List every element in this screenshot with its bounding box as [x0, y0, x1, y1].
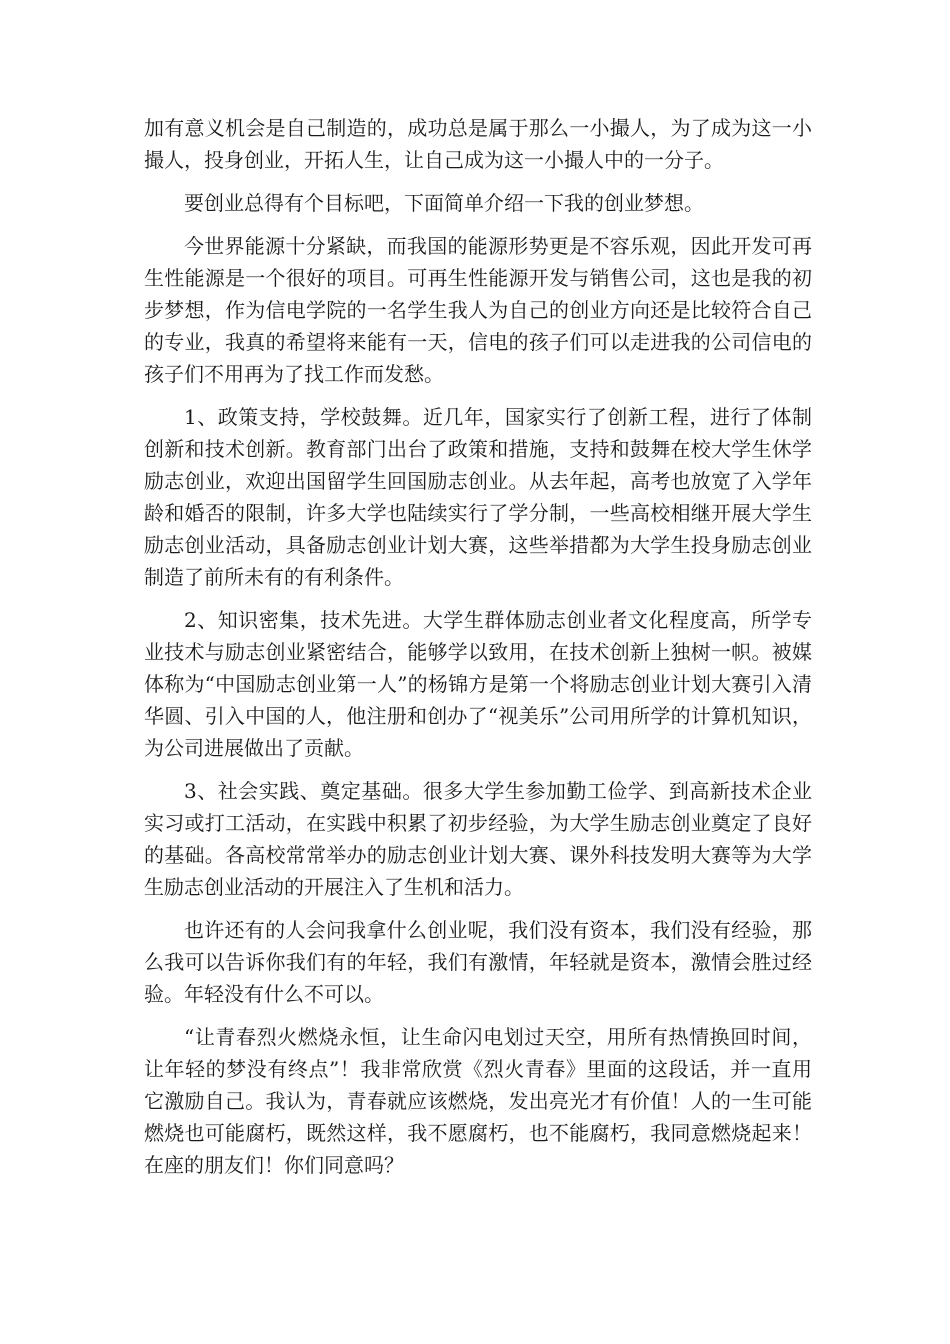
paragraph-point-2: 2、知识密集，技术先进。大学生群体励志创业者文化程度高，所学专业技术与励志创业紧密结合，能够学以致用，在技术创新上独树一帜。被媒体称为“中国励志创业第一人”的杨锦方是第一个将励志创业计划大赛引入清华圆、引入中国的人，他注册和创办了“视美乐”公司用所学的计算机知识，为公司进展做出了贡献。	[144, 608, 812, 760]
paragraph-youth-capital: 也许还有的人会问我拿什么创业呢，我们没有资本，我们没有经验，那么我可以告诉你我们有的年轻，我们有激情，年轻就是资本，激情会胜过经验。年轻没有什么不可以。	[144, 918, 812, 1006]
paragraph-continuation: 加有意义机会是自己制造的，成功总是属于那么一小撮人，为了成为这一小撮人，投身创业，开拓人生，让自己成为这一小撮人中的一分子。	[144, 116, 812, 172]
paragraph-point-1: 1、政策支持，学校鼓舞。近几年，国家实行了创新工程，进行了体制创新和技术创新。教育部门出台了政策和措施，支持和鼓舞在校大学生休学励志创业，欢迎出国留学生回国励志创业。从去年起，高考也放宽了入学年龄和婚否的限制，许多大学也陆续实行了学分制，一些高校相继开展大学生励志创业活动，具备励志创业计划大赛，这些举措都为大学生投身励志创业制造了前所未有的有利条件。	[144, 405, 812, 589]
paragraph-intro-goal: 要创业总得有个目标吧，下面简单介绍一下我的创业梦想。	[184, 191, 704, 215]
paragraph-point-3: 3、社会实践、奠定基础。很多大学生参加勤工俭学、到高新技术企业实习或打工活动，在实践中积累了初步经验，为大学生励志创业奠定了良好的基础。各高校常常举办的励志创业计划大赛、课外科技发明大赛等为大学生励志创业活动的开展注入了生机和活力。	[144, 779, 812, 899]
document-body	[144, 112, 812, 1192]
paragraph-energy-dream: 今世界能源十分紧缺，而我国的能源形势更是不容乐观，因此开发可再生性能源是一个很好的项目。可再生性能源开发与销售公司，这也是我的初步梦想，作为信电学院的一名学生我人为自己的创业方向还是比较符合自己的专业，我真的希望将来能有一天，信电的孩子们可以走进我的公司信电的孩子们不用再为了找工作而发愁。	[144, 234, 812, 386]
paragraph-closing-quote: “让青春烈火燃烧永恒，让生命闪电划过天空，用所有热情换回时间，让年轻的梦没有终点”！我非常欣赏《烈火青春》里面的这段话，并一直用它激励自己。我认为，青春就应该燃烧，发出亮光才有价值！人的一生可能燃烧也可能腐朽，既然这样，我不愿腐朽，也不能腐朽，我同意燃烧起来！在座的朋友们！你们同意吗？	[144, 1025, 812, 1177]
